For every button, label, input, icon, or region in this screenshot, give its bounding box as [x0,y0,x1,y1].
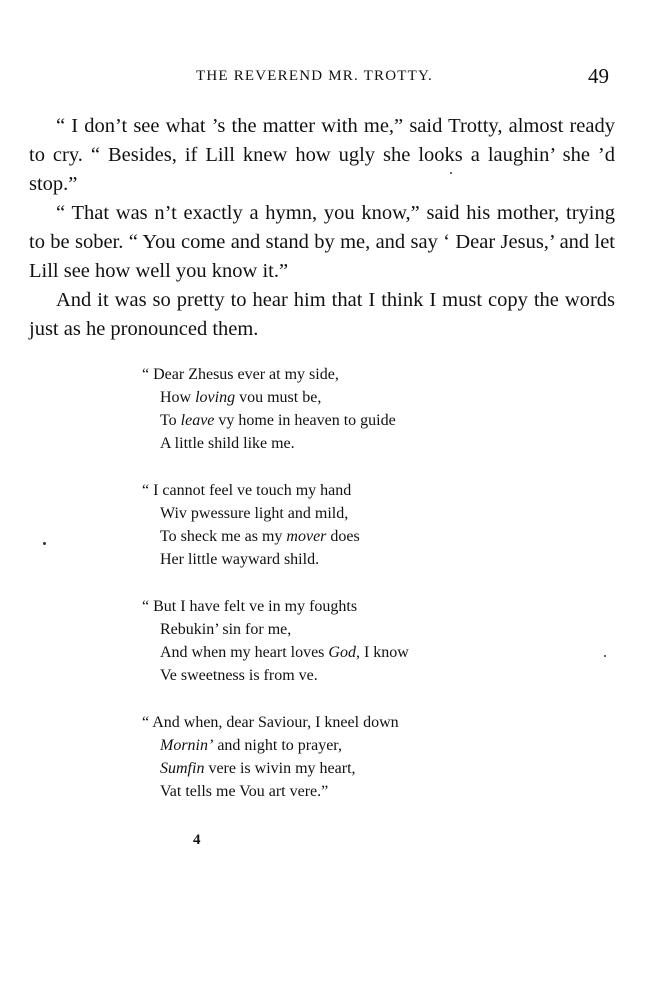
poem-line: To leave vy home in heaven to guide [160,412,396,429]
poem-line: “ I cannot feel ve touch my hand [142,482,352,499]
stanza [142,711,522,803]
poem-line: A little shild like me. [160,435,295,452]
poem-line: “ Dear Zhesus ever at my side, [142,366,339,383]
poem-line: Ve sweetness is from ve. [160,667,318,684]
prose-body [29,112,615,344]
print-speck [43,542,46,545]
paragraph: “ I don’t see what ’s the matter with me,” said Trotty, almost ready to cry. “ Besides, if Lill knew how ugly she looks a laughin’ she ’d stop.” [29,115,615,195]
poem-line: “ But I have felt ve in my foughts [142,598,358,615]
stanza [142,363,522,455]
stanza [142,479,522,571]
poem-line: Her little wayward shild. [160,551,320,568]
running-title: THE REVEREND MR. TROTTY. [196,68,433,84]
poem-line: Sumfin vere is wivin my heart, [160,760,356,777]
poem-line: Wiv pwessure light and mild, [160,505,349,522]
poem-line: And when my heart loves God, I know [160,644,409,661]
poem-line: Mornin’ and night to prayer, [160,737,342,754]
poem-line: Vat tells me Vou art vere.” [160,783,329,800]
running-head [0,64,653,92]
poem-line: How loving vou must be, [160,389,322,406]
stanza [142,595,522,687]
paragraph: And it was so pretty to hear him that I think I must copy the words just as he pronounced them. [29,289,615,340]
hymn-poem [142,363,522,827]
print-speck [450,172,452,174]
signature-mark: 4 [193,832,201,848]
page-number: 49 [588,64,609,88]
poem-line: Rebukin’ sin for me, [160,621,292,638]
print-speck [604,655,606,657]
paragraph: “ That was n’t exactly a hymn, you know,” said his mother, trying to be sober. “ You come and stand by me, and say ‘ Dear Jesus,’ and let Lill see how well you know it.” [29,202,615,282]
poem-line: To sheck me as my mover does [160,528,360,545]
poem-line: “ And when, dear Saviour, I kneel down [142,714,399,731]
